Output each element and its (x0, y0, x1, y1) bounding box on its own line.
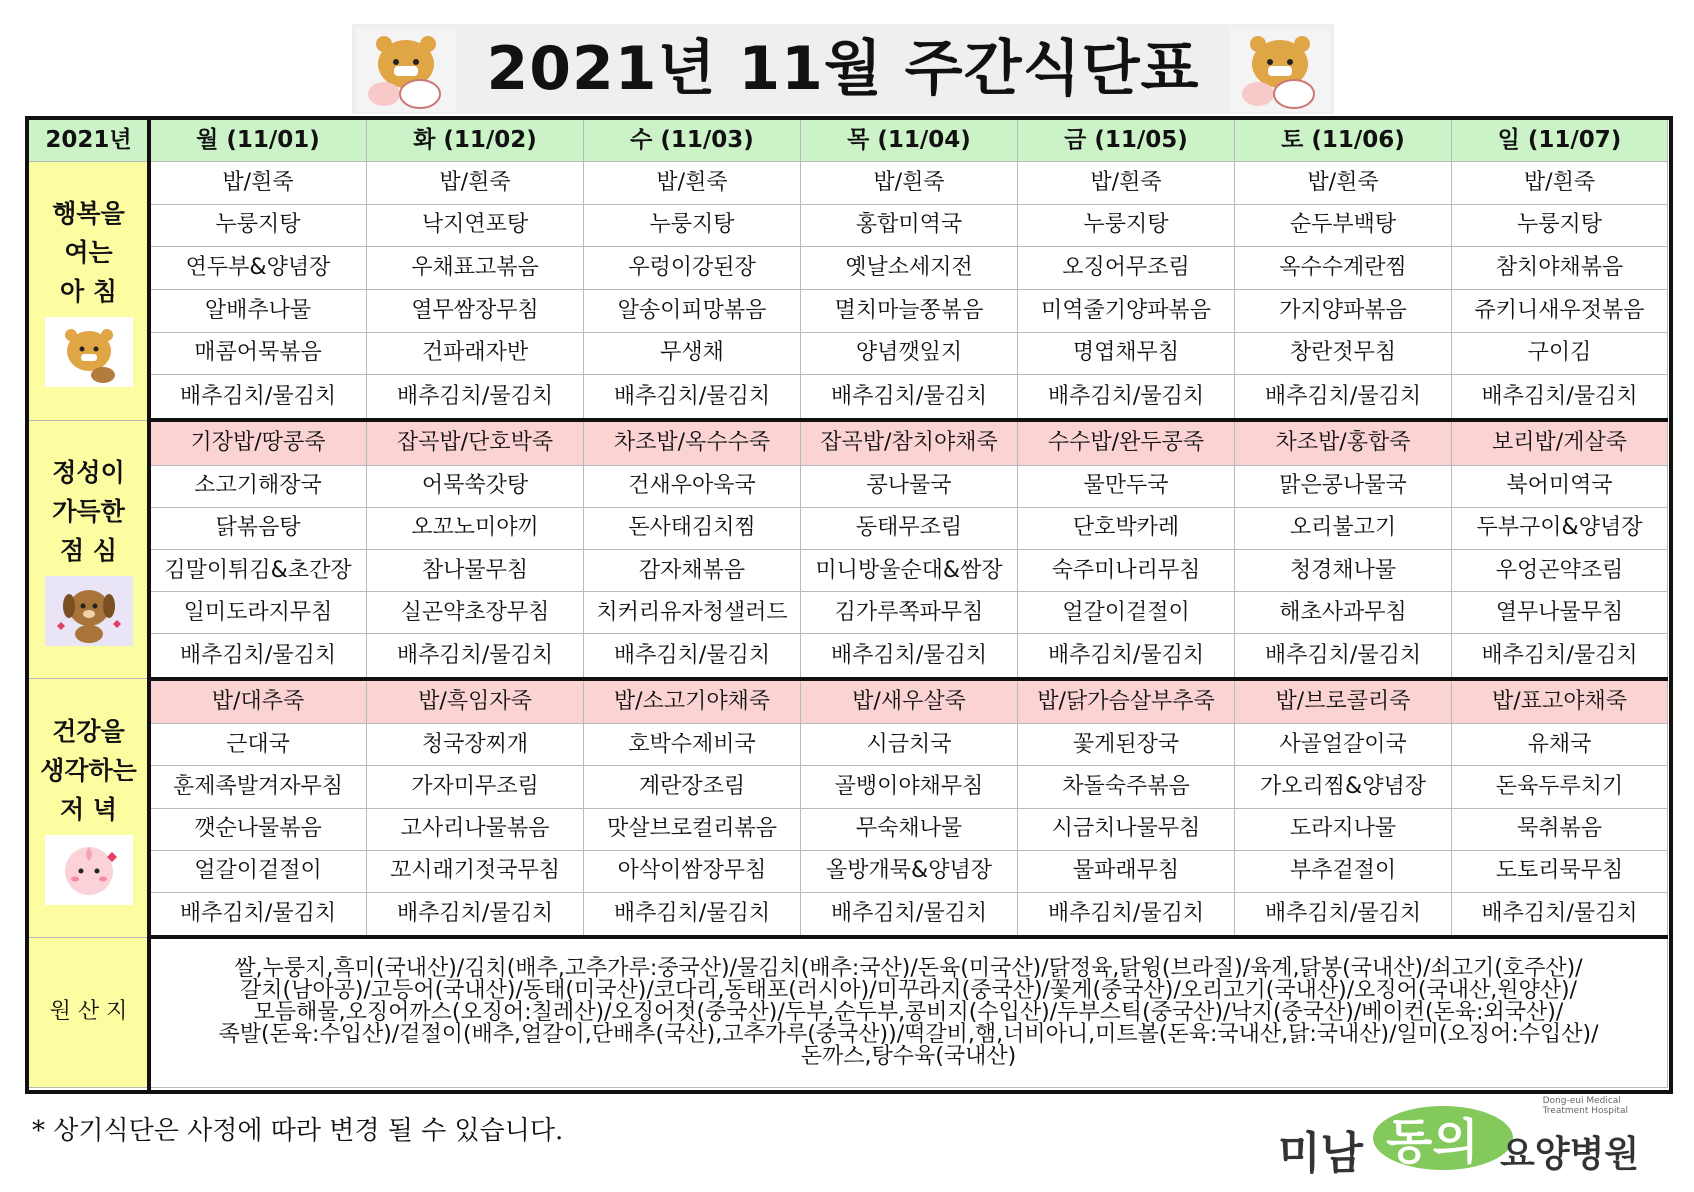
table-row (28, 892, 1668, 937)
notice-text: * 상기식단은 사정에 따라 변경 될 수 있습니다. (32, 1116, 564, 1146)
menu-cell: 청국장찌개 (367, 724, 584, 766)
menu-cell: 배추김치/물김치 (801, 892, 1018, 937)
menu-cell: 가지양파볶음 (1235, 289, 1452, 332)
meal-label-line: 아 침 (59, 277, 117, 307)
menu-cell: 누룽지탕 (1018, 204, 1235, 247)
menu-cell: 시금치국 (801, 724, 1018, 766)
meal-label-breakfast (28, 162, 150, 421)
menu-cell: 누룽지탕 (584, 204, 801, 247)
menu-cell: 순두부백탕 (1235, 204, 1452, 247)
menu-cell: 유채국 (1452, 724, 1668, 766)
meal-label-line: 저 녁 (59, 794, 117, 824)
weekly-menu-table (27, 118, 1668, 1088)
menu-cell: 가오리찜&양념장 (1235, 766, 1452, 808)
menu-cell: 매콤어묵볶음 (150, 332, 367, 375)
menu-cell: 미역줄기양파볶음 (1018, 289, 1235, 332)
menu-cell: 북어미역국 (1452, 465, 1668, 507)
menu-cell: 맛살브로컬리볶음 (584, 808, 801, 850)
menu-cell: 배추김치/물김치 (801, 375, 1018, 420)
menu-cell: 홍합미역국 (801, 204, 1018, 247)
meal-label-line: 가득한 (52, 496, 125, 526)
table-row (28, 679, 1668, 724)
menu-cell: 밥/흰죽 (801, 162, 1018, 205)
hospital-logo (1268, 1088, 1668, 1188)
table-row (28, 766, 1668, 808)
dog-mascot-icon (45, 576, 133, 646)
logo-english-line: Dong-eui Medical (1542, 1096, 1621, 1106)
menu-cell: 누룽지탕 (1452, 204, 1668, 247)
header-row (28, 119, 1668, 162)
menu-cell: 배추김치/물김치 (1018, 375, 1235, 420)
menu-cell: 차조밥/홍합죽 (1235, 420, 1452, 465)
menu-cell: 쥬키니새우젓볶음 (1452, 289, 1668, 332)
menu-cell: 우렁이강된장 (584, 247, 801, 290)
origin-row (28, 937, 1668, 1087)
menu-cell: 건새우아욱국 (584, 465, 801, 507)
day-header-thu: 목 (11/04) (801, 119, 1018, 162)
table-row (28, 332, 1668, 375)
menu-cell: 일미도라지무침 (150, 592, 367, 634)
menu-cell: 두부구이&양념장 (1452, 507, 1668, 549)
menu-cell: 배추김치/물김치 (1235, 892, 1452, 937)
day-header-sat: 토 (11/06) (1235, 119, 1452, 162)
menu-cell: 멸치마늘쫑볶음 (801, 289, 1018, 332)
menu-cell: 꼬시래기젓국무침 (367, 850, 584, 892)
menu-cell: 배추김치/물김치 (801, 634, 1018, 679)
menu-cell: 건파래자반 (367, 332, 584, 375)
table-row (28, 850, 1668, 892)
menu-cell: 배추김치/물김치 (1452, 634, 1668, 679)
meal-label-line: 행복을 (52, 199, 125, 229)
menu-cell: 근대국 (150, 724, 367, 766)
menu-cell: 배추김치/물김치 (150, 634, 367, 679)
menu-cell: 동태무조림 (801, 507, 1018, 549)
menu-cell: 배추김치/물김치 (1018, 892, 1235, 937)
table-row (28, 465, 1668, 507)
table-row (28, 549, 1668, 591)
menu-cell: 우채표고볶음 (367, 247, 584, 290)
menu-cell: 깻순나물볶음 (150, 808, 367, 850)
menu-cell: 소고기해장국 (150, 465, 367, 507)
menu-cell: 꽃게된장국 (1018, 724, 1235, 766)
menu-cell: 밥/흰죽 (1018, 162, 1235, 205)
menu-cell: 아삭이쌈장무침 (584, 850, 801, 892)
menu-cell: 밥/흰죽 (584, 162, 801, 205)
menu-cell: 잡곡밥/참치야채죽 (801, 420, 1018, 465)
logo-english (1543, 1096, 1628, 1116)
menu-cell: 배추김치/물김치 (150, 892, 367, 937)
menu-cell: 밥/흰죽 (1452, 162, 1668, 205)
menu-cell: 열무쌈장무침 (367, 289, 584, 332)
menu-cell: 숙주미나리무침 (1018, 549, 1235, 591)
menu-cell: 열무나물무침 (1452, 592, 1668, 634)
menu-cell: 밥/대추죽 (150, 679, 367, 724)
meal-label-lunch (28, 420, 150, 679)
menu-cell: 시금치나물무침 (1018, 808, 1235, 850)
menu-cell: 구이김 (1452, 332, 1668, 375)
menu-cell: 계란장조림 (584, 766, 801, 808)
menu-cell: 낙지연포탕 (367, 204, 584, 247)
menu-cell: 기장밥/땅콩죽 (150, 420, 367, 465)
menu-cell: 창란젓무침 (1235, 332, 1452, 375)
menu-cell: 밥/흰죽 (367, 162, 584, 205)
origin-line: 모듬해물,오징어까스(오징어:칠레산)/오징어젓(중국산)/두부,순두부,콩비지(수입산)/두부스틱(중국산)/낙지(중국산)/베이컨(돈육:외국산)/ (253, 1000, 1564, 1026)
menu-cell: 무생채 (584, 332, 801, 375)
menu-cell: 도토리묵무침 (1452, 850, 1668, 892)
svg-text:요양병원: 요양병원 (1500, 1134, 1640, 1175)
menu-cell: 오꼬노미야끼 (367, 507, 584, 549)
menu-cell: 무숙채나물 (801, 808, 1018, 850)
menu-cell: 감자채볶음 (584, 549, 801, 591)
table-row (28, 247, 1668, 290)
menu-cell: 수수밥/완두콩죽 (1018, 420, 1235, 465)
menu-cell: 맑은콩나물국 (1235, 465, 1452, 507)
menu-cell: 고사리나물볶음 (367, 808, 584, 850)
menu-cell: 물파래무침 (1018, 850, 1235, 892)
menu-cell: 올방개묵&양념장 (801, 850, 1018, 892)
menu-cell: 물만두국 (1018, 465, 1235, 507)
menu-cell: 참나물무침 (367, 549, 584, 591)
menu-cell: 알송이피망볶음 (584, 289, 801, 332)
menu-cell: 훈제족발겨자무침 (150, 766, 367, 808)
year-header: 2021년 (28, 119, 150, 162)
day-header-fri: 금 (11/05) (1018, 119, 1235, 162)
menu-cell: 호박수제비국 (584, 724, 801, 766)
menu-cell: 단호박카레 (1018, 507, 1235, 549)
menu-cell: 밥/흑임자죽 (367, 679, 584, 724)
table-row (28, 507, 1668, 549)
menu-cell: 배추김치/물김치 (584, 892, 801, 937)
bear-mascot-icon (45, 317, 133, 387)
menu-cell: 명엽채무침 (1018, 332, 1235, 375)
menu-cell: 묵취볶음 (1452, 808, 1668, 850)
menu-cell: 콩나물국 (801, 465, 1018, 507)
menu-cell: 부추겉절이 (1235, 850, 1452, 892)
day-header-sun: 일 (11/07) (1452, 119, 1668, 162)
day-header-wed: 수 (11/03) (584, 119, 801, 162)
menu-cell: 배추김치/물김치 (1235, 375, 1452, 420)
table-row (28, 162, 1668, 205)
menu-cell: 배추김치/물김치 (1452, 375, 1668, 420)
menu-cell: 연두부&양념장 (150, 247, 367, 290)
menu-cell: 밥/흰죽 (150, 162, 367, 205)
day-header-mon: 월 (11/01) (150, 119, 367, 162)
page-title: 2021년 11월 주간식단표 (486, 34, 1200, 104)
menu-cell: 김가루쪽파무침 (801, 592, 1018, 634)
table-row (28, 420, 1668, 465)
origin-label: 원 산 지 (28, 937, 150, 1087)
table-row (28, 634, 1668, 679)
menu-cell: 밥/흰죽 (1235, 162, 1452, 205)
table-row (28, 204, 1668, 247)
menu-cell: 어묵쑥갓탕 (367, 465, 584, 507)
menu-cell: 배추김치/물김치 (367, 375, 584, 420)
table-row (28, 289, 1668, 332)
meal-label-line: 여는 (64, 238, 113, 268)
menu-cell: 옥수수계란찜 (1235, 247, 1452, 290)
origin-line: 쌀,누룽지,흑미(국내산)/김치(배추,고추가루:중국산)/물김치(배추:국산)/돈육(미국산)/닭정육,닭윙(브라질)/육계,닭봉(국내산)/쇠고기(호주산)/ (234, 956, 1583, 982)
menu-cell: 오징어무조림 (1018, 247, 1235, 290)
menu-cell: 배추김치/물김치 (367, 634, 584, 679)
menu-cell: 해초사과무침 (1235, 592, 1452, 634)
table-row (28, 808, 1668, 850)
menu-cell: 누룽지탕 (150, 204, 367, 247)
menu-cell: 밥/표고야채죽 (1452, 679, 1668, 724)
menu-cell: 돈육두루치기 (1452, 766, 1668, 808)
menu-cell: 차돌숙주볶음 (1018, 766, 1235, 808)
menu-cell: 도라지나물 (1235, 808, 1452, 850)
origin-line: 족발(돈육:수입산)/겉절이(배추,얼갈이,단배추(국산),고추가루(중국산))/떡갈비,햄,너비아니,미트볼(돈육:국내산,닭:국내산)/일미(오징어:수입산)/ (218, 1022, 1599, 1048)
menu-cell: 양념깻잎지 (801, 332, 1018, 375)
logo-english-line: Treatment Hospital (1542, 1106, 1628, 1116)
peach-mascot-icon (45, 835, 133, 905)
menu-cell: 치커리유자청샐러드 (584, 592, 801, 634)
menu-cell: 배추김치/물김치 (1018, 634, 1235, 679)
menu-cell: 잡곡밥/단호박죽 (367, 420, 584, 465)
meal-label-line: 정성이 (52, 457, 125, 487)
meal-label-line: 생각하는 (40, 755, 137, 785)
menu-cell: 돈사태김치찜 (584, 507, 801, 549)
svg-text:동의: 동의 (1386, 1114, 1479, 1170)
menu-cell: 미니방울순대&쌈장 (801, 549, 1018, 591)
menu-cell: 배추김치/물김치 (584, 634, 801, 679)
label-column-divider (147, 116, 151, 1090)
menu-cell: 밥/닭가슴살부추죽 (1018, 679, 1235, 724)
menu-cell: 가자미무조림 (367, 766, 584, 808)
menu-cell: 알배추나물 (150, 289, 367, 332)
table-row (28, 375, 1668, 420)
menu-cell: 골뱅이야채무침 (801, 766, 1018, 808)
origin-line: 갈치(남아공)/고등어(국내산)/동태(미국산)/코다리,동태포(러시아)/미꾸라지(중국산)/꽃게(중국산)/오리고기(국내산)/오징어(국내산,원양산)/ (240, 978, 1577, 1004)
meal-label-line: 건강을 (52, 716, 125, 746)
menu-cell: 밥/브로콜리죽 (1235, 679, 1452, 724)
menu-cell: 청경채나물 (1235, 549, 1452, 591)
menu-cell: 배추김치/물김치 (367, 892, 584, 937)
menu-cell: 옛날소세지전 (801, 247, 1018, 290)
menu-cell: 배추김치/물김치 (1235, 634, 1452, 679)
menu-cell: 배추김치/물김치 (584, 375, 801, 420)
table-row (28, 724, 1668, 766)
menu-cell: 실곤약초장무침 (367, 592, 584, 634)
menu-body (28, 162, 1668, 1088)
bear-mascot-icon (1230, 28, 1330, 112)
menu-cell: 보리밥/게살죽 (1452, 420, 1668, 465)
svg-text:미남: 미남 (1278, 1128, 1364, 1179)
menu-cell: 얼갈이겉절이 (150, 850, 367, 892)
menu-cell: 얼갈이겉절이 (1018, 592, 1235, 634)
origin-line: 돈까스,탕수육(국내산) (800, 1044, 1017, 1070)
menu-cell: 배추김치/물김치 (150, 375, 367, 420)
menu-cell: 참치야채볶음 (1452, 247, 1668, 290)
menu-cell: 우엉곤약조림 (1452, 549, 1668, 591)
menu-cell: 닭볶음탕 (150, 507, 367, 549)
meal-label-line: 점 심 (59, 535, 117, 565)
menu-cell: 차조밥/옥수수죽 (584, 420, 801, 465)
menu-cell: 배추김치/물김치 (1452, 892, 1668, 937)
table-row (28, 592, 1668, 634)
menu-cell: 사골얼갈이국 (1235, 724, 1452, 766)
menu-cell: 밥/새우살죽 (801, 679, 1018, 724)
meal-label-dinner (28, 679, 150, 938)
menu-cell: 오리불고기 (1235, 507, 1452, 549)
day-header-tue: 화 (11/02) (367, 119, 584, 162)
origin-text (150, 937, 1668, 1087)
menu-cell: 밥/소고기야채죽 (584, 679, 801, 724)
menu-cell: 김말이튀김&초간장 (150, 549, 367, 591)
title-banner (352, 24, 1334, 114)
